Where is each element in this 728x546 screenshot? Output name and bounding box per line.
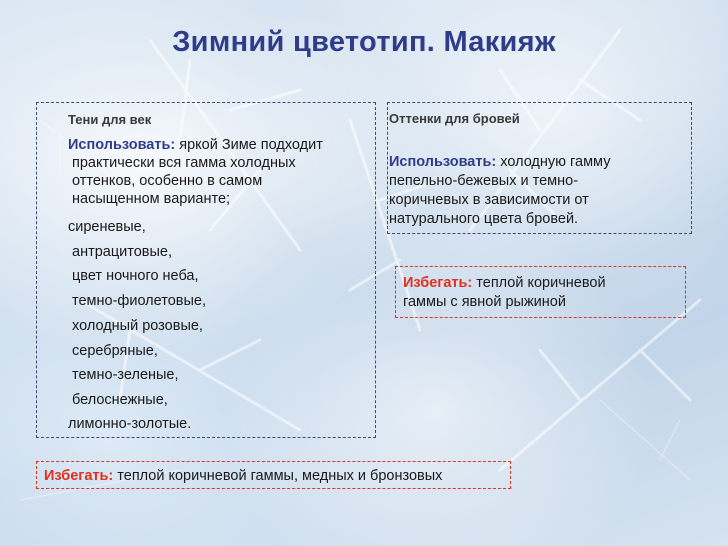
brows-use-block <box>389 153 689 229</box>
brows-use-text-1: холодную гамму <box>500 154 611 170</box>
eyeshadow-use-block <box>68 136 373 208</box>
brows-avoid-text-1: теплой коричневой <box>476 275 606 291</box>
eyeshadow-item: темно-зеленые, <box>72 367 179 383</box>
page-title: Зимний цветотип. Макияж <box>172 26 556 58</box>
brows-avoid-label: Избегать: <box>403 275 473 291</box>
eyeshadow-item: сиреневые, <box>68 219 146 235</box>
eyeshadow-use-text-4: насыщенном варианте; <box>72 191 231 207</box>
eyeshadow-avoid-text: теплой коричневой гаммы, медных и бронзовых <box>117 468 443 484</box>
eyeshadow-use-label: Использовать: <box>68 137 176 153</box>
brows-avoid-box <box>395 266 686 318</box>
eyeshadow-item: лимонно-золотые. <box>68 416 192 432</box>
brows-heading: Оттенки для бровей <box>389 111 520 126</box>
eyeshadow-use-text-2: практически вся гамма холодных <box>72 155 296 171</box>
brows-use-text-4: натурального цвета бровей. <box>389 211 579 227</box>
eyeshadow-item: серебряные, <box>72 343 158 359</box>
eyeshadow-item: антрацитовые, <box>72 244 173 260</box>
brows-use-text-3: коричневых в зависимости от <box>389 192 589 208</box>
eyeshadow-avoid-box <box>36 461 511 489</box>
eyeshadow-heading: Тени для век <box>68 112 152 127</box>
eyeshadow-item: цвет ночного неба, <box>72 268 199 284</box>
brows-use-text-2: пепельно-бежевых и темно- <box>389 173 579 189</box>
eyeshadow-use-text-1: яркой Зиме подходит <box>179 137 323 153</box>
brows-use-label: Использовать: <box>389 154 497 170</box>
eyeshadow-avoid-label: Избегать: <box>44 468 114 484</box>
eyeshadow-item: темно-фиолетовые, <box>72 293 206 309</box>
eyeshadow-item: холодный розовые, <box>72 318 203 334</box>
eyeshadow-use-text-3: оттенков, особенно в самом <box>72 173 263 189</box>
eyeshadow-item: белоснежные, <box>72 392 168 408</box>
brows-avoid-text-2: гаммы с явной рыжиной <box>403 294 566 310</box>
